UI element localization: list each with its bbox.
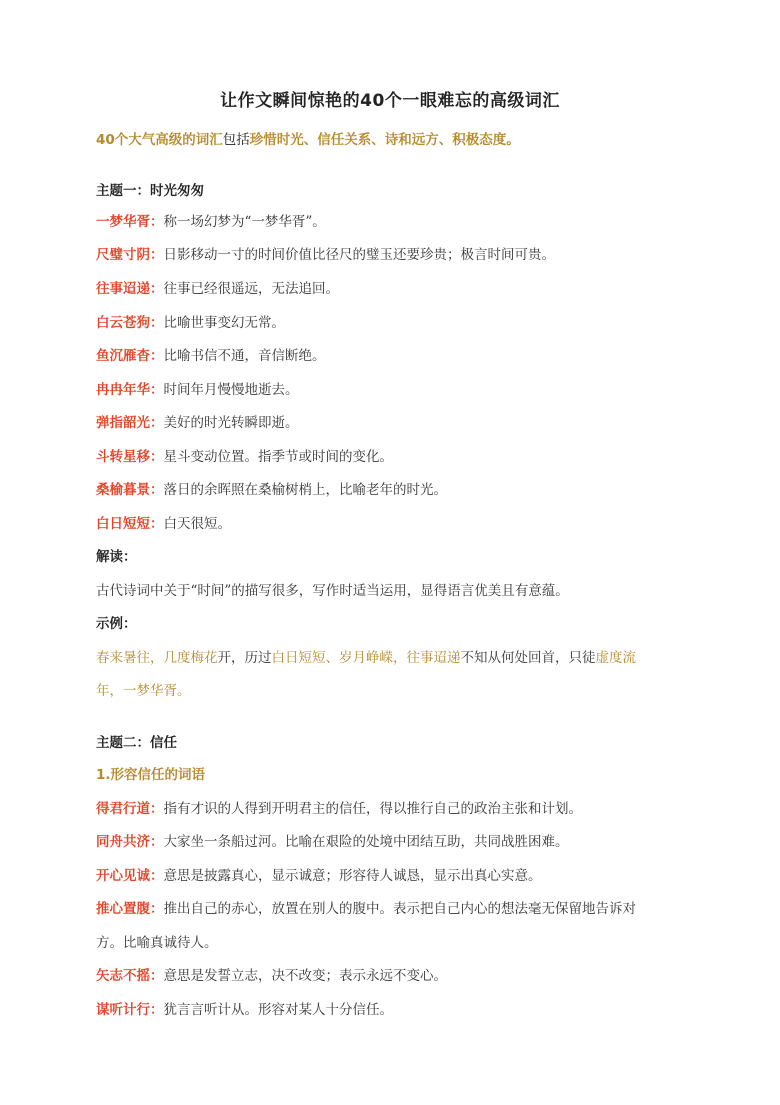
entry-row	[96, 246, 720, 264]
section1-heading: 主题一：时光匆匆	[96, 183, 204, 199]
entry-term: 推心置腹：	[96, 901, 164, 917]
entry-definition: 比喻世事变幻无常。	[163, 315, 285, 331]
entry-definition: 落日的余晖照在桑榆树梢上，比喻老年的时光。	[163, 482, 447, 498]
page-title: 让作文瞬间惊艳的40个一眼难忘的高级词汇	[220, 91, 560, 111]
entry-definition: 称一场幻梦为“一梦华胥”。	[163, 214, 326, 230]
section2-heading: 主题二：信任	[96, 735, 177, 751]
example-phrase: 春来暑往，几度梅花	[96, 650, 218, 666]
entry-term: 开心见诚：	[96, 868, 164, 884]
entry-definition: 白天很短。	[163, 516, 231, 532]
section2-subheading: 1.形容信任的词语	[96, 767, 206, 783]
entry-definition: 美好的时光转瞬即逝。	[163, 415, 299, 431]
entry-row	[96, 967, 720, 985]
interpretation-heading: 解读：	[96, 549, 137, 565]
entry-term: 弹指韶光：	[96, 415, 164, 431]
entry-term: 同舟共济：	[96, 834, 164, 850]
entry-term: 得君行道：	[96, 801, 164, 817]
entry-row	[96, 515, 720, 533]
example-line-2: 年，一梦华胥。	[96, 683, 191, 699]
entry-row	[96, 900, 720, 918]
entry-term: 鱼沉雁杳：	[96, 348, 164, 364]
entry-term: 尺璧寸阴：	[96, 247, 164, 263]
example-text: 开，历过	[217, 650, 272, 666]
entry-row	[96, 481, 720, 499]
entry-definition: 意思是披露真心，显示诚意；形容待人诚恳，显示出真心实意。	[163, 868, 542, 884]
entry-row	[96, 1001, 720, 1019]
entry-term: 冉冉年华：	[96, 382, 164, 398]
entry-definition: 比喻书信不通，音信断绝。	[163, 348, 326, 364]
entry-term: 往事迢递：	[96, 281, 164, 297]
entry-row	[96, 448, 720, 466]
entry-term: 白云苍狗：	[96, 315, 164, 331]
interpretation-text: 古代诗词中关于“时间”的描写很多，写作时适当运用，显得语言优美且有意蕴。	[96, 583, 569, 599]
entry-term: 白日短短：	[96, 516, 164, 532]
intro-connector: 包括	[222, 132, 250, 148]
entry-definition: 意思是发誓立志，决不改变；表示永远不变心。	[163, 968, 447, 984]
entry-definition: 指有才识的人得到开明君主的信任，得以推行自己的政治主张和计划。	[163, 801, 582, 817]
intro-line	[96, 131, 720, 149]
entry-definition: 时间年月慢慢地逝去。	[163, 382, 299, 398]
example-phrase: 虚度流	[595, 650, 636, 666]
entry-row	[96, 347, 720, 365]
entry-definition: 日影移动一寸的时间价值比径尺的璧玉还要珍贵；极言时间可贵。	[163, 247, 555, 263]
entry-term: 桑榆暮景：	[96, 482, 164, 498]
example-line-1	[96, 649, 720, 667]
intro-topics: 珍惜时光、信任关系、诗和远方、积极态度。	[249, 132, 520, 148]
entry-row	[96, 414, 720, 432]
entry-definition: 推出自己的赤心，放置在别人的腹中。表示把自己内心的想法毫无保留地告诉对	[163, 901, 636, 917]
entry-definition: 大家坐一条船过河。比喻在艰险的处境中团结互助，共同战胜困难。	[163, 834, 569, 850]
entry-definition: 往事已经很遥远，无法追回。	[163, 281, 339, 297]
entry-definition: 星斗变动位置。指季节或时间的变化。	[163, 449, 393, 465]
entry-definition: 犹言言听计从。形容对某人十分信任。	[163, 1002, 393, 1018]
entry-term: 矢志不摇：	[96, 968, 164, 984]
entry-term: 斗转星移：	[96, 449, 164, 465]
entry-continuation: 方。比喻真诚待人。	[96, 935, 218, 951]
entry-row	[96, 833, 720, 851]
entry-row	[96, 381, 720, 399]
entry-term: 一梦华胥：	[96, 214, 164, 230]
entry-row	[96, 213, 720, 231]
entry-row	[96, 280, 720, 298]
example-text: 不知从何处回首，只徒	[460, 650, 596, 666]
entry-row	[96, 867, 720, 885]
entry-row	[96, 314, 720, 332]
entry-term: 谋听计行：	[96, 1002, 164, 1018]
example-heading: 示例：	[96, 616, 137, 632]
example-phrase: 白日短短、岁月峥嵘，往事迢递	[271, 650, 461, 666]
entry-row	[96, 800, 720, 818]
intro-highlight: 40个大气高级的词汇	[96, 132, 223, 148]
